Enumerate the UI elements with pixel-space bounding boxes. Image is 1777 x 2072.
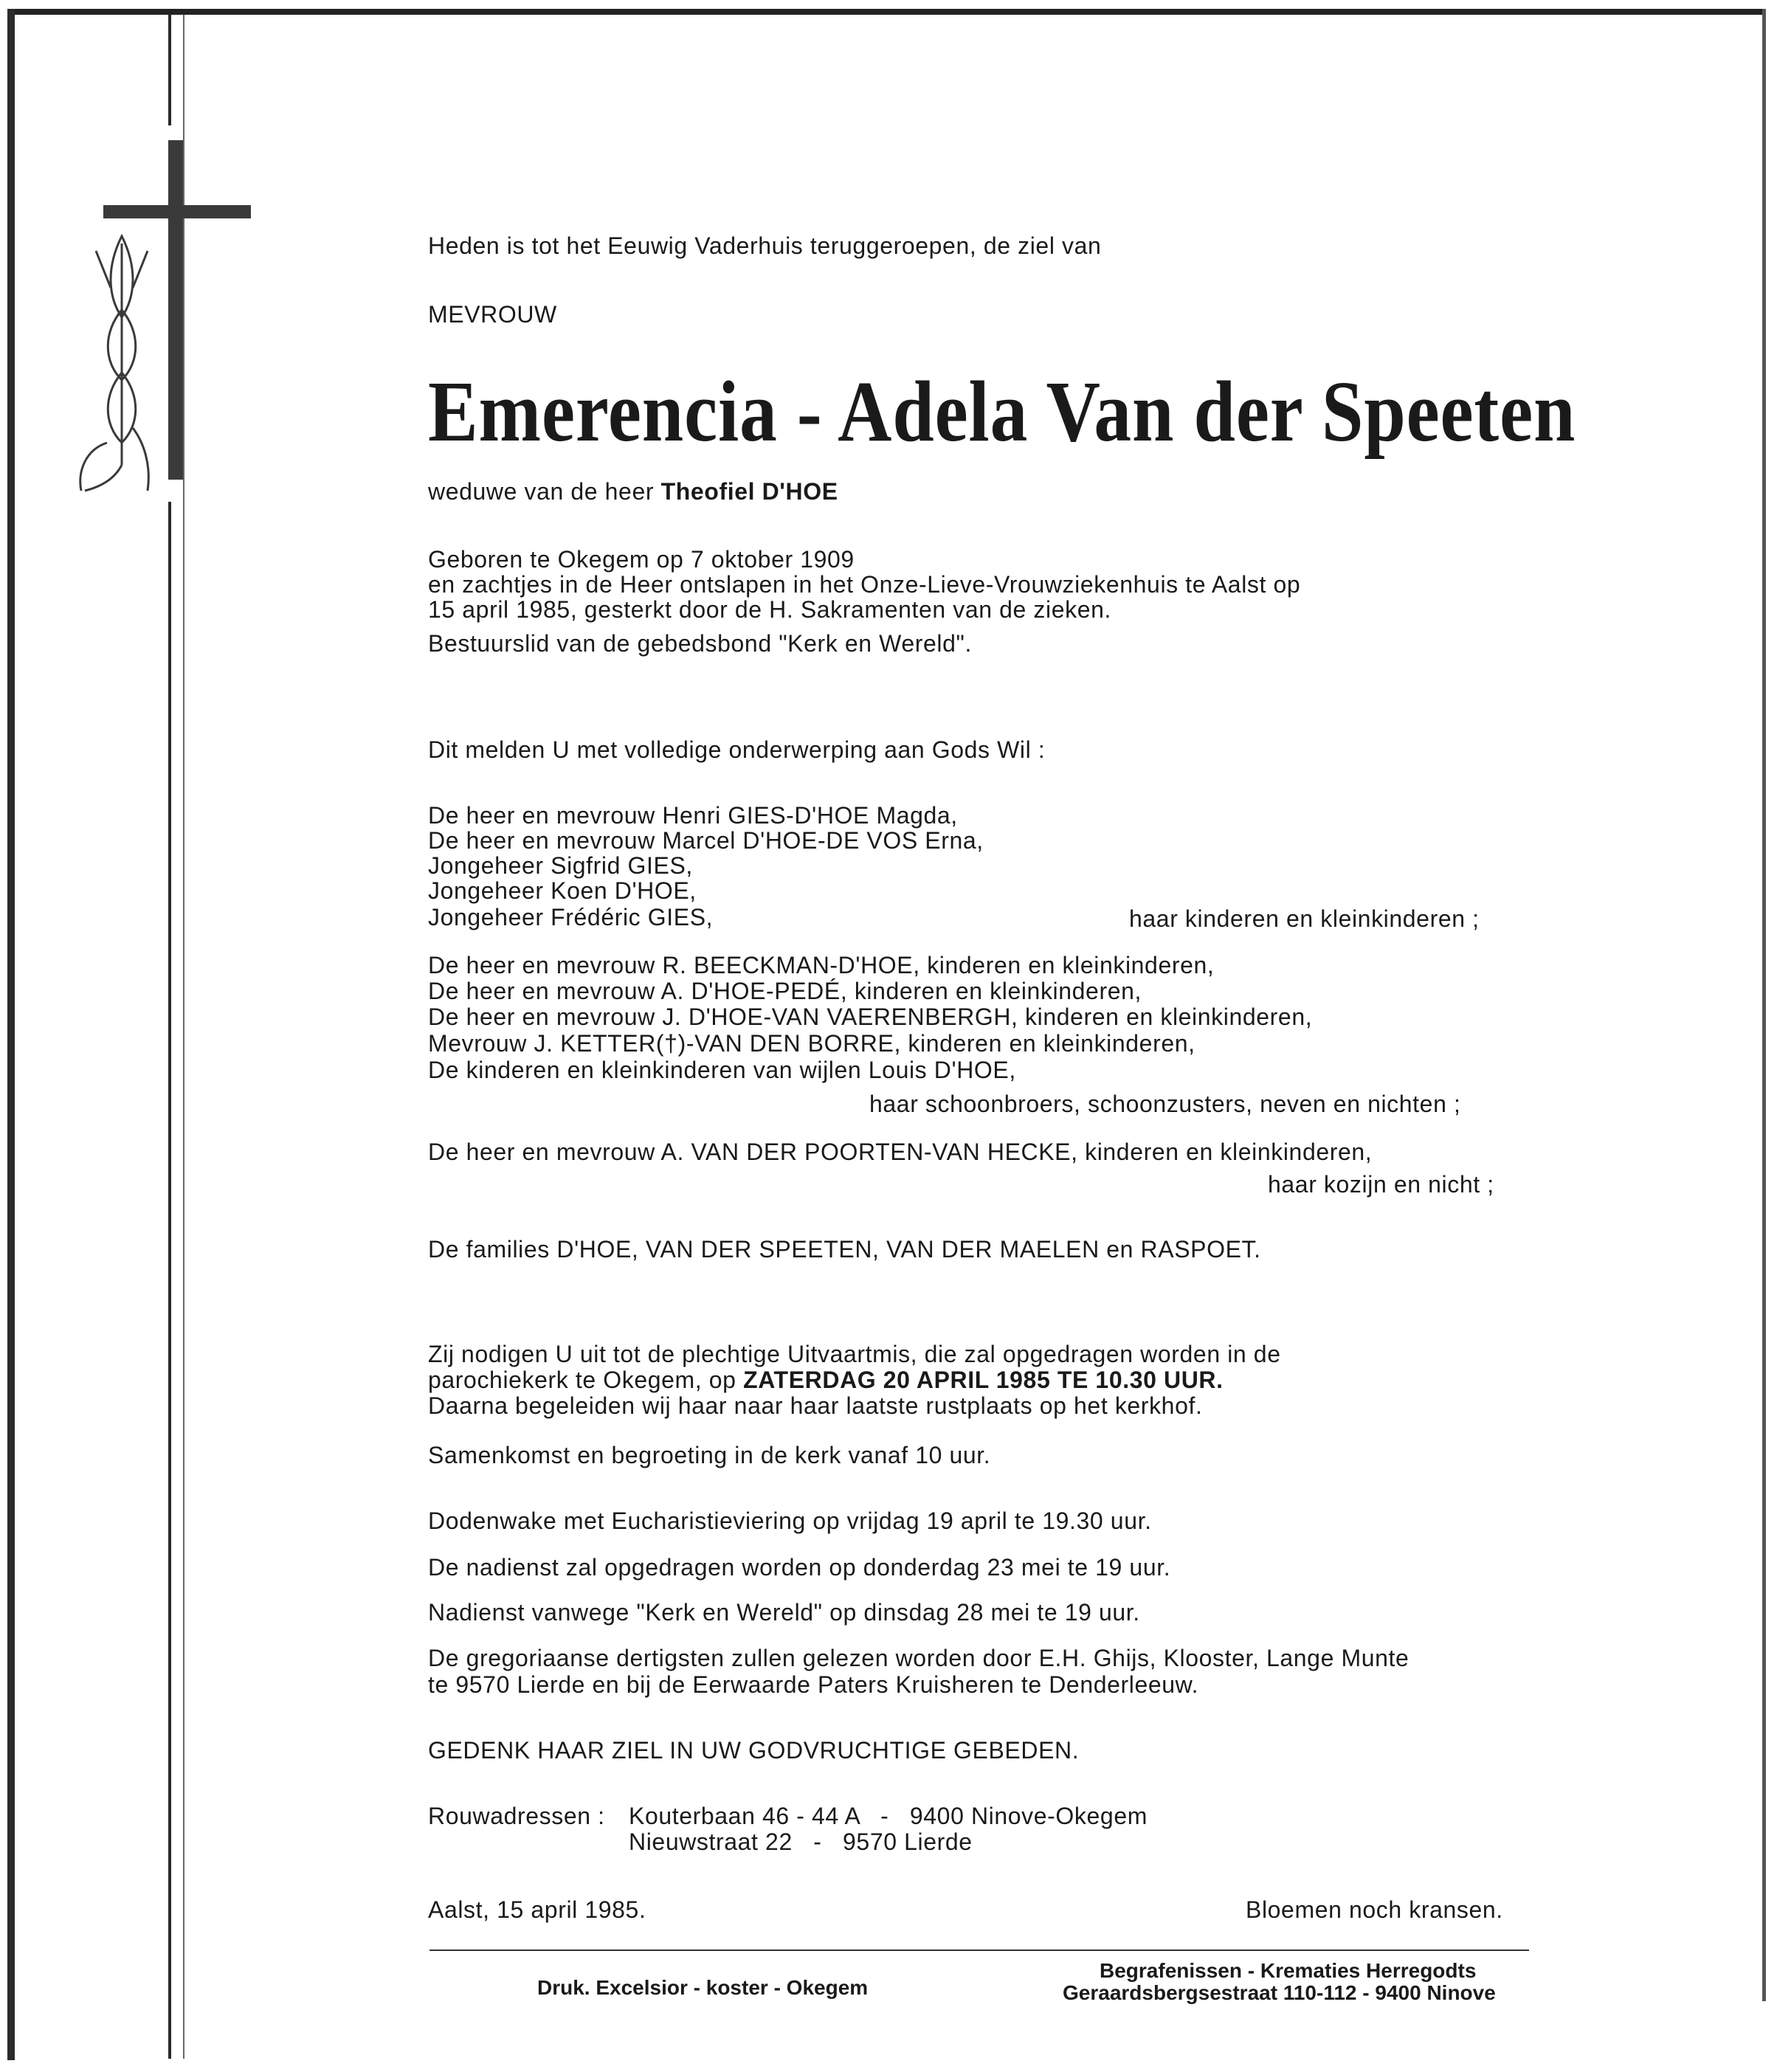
funeral-text: Zij nodigen U uit tot de plechtige Uitvaartmis, die zal opgedragen worden in de <box>428 1341 1281 1367</box>
bio-line: en zachtjes in de Heer ontslapen in het Onze-Lieve-Vrouwziekenhuis te Aalst op <box>428 571 1301 598</box>
address-line: Kouterbaan 46 - 44 A - 9400 Ninove-Okegem <box>629 1803 1148 1829</box>
border-line-upper <box>168 15 171 125</box>
family-member: De heer en mevrouw A. VAN DER POORTEN-VAN HECKE, kinderen en kleinkinderen, <box>428 1139 1373 1165</box>
page-right-edge <box>1762 9 1766 2001</box>
funeral-text: Daarna begeleiden wij haar naar haar laatste rustplaats op het kerkhof. <box>428 1392 1203 1419</box>
funeral-text <box>428 1367 1224 1393</box>
border-line-lower <box>168 502 171 2059</box>
announcement: Dit melden U met volledige onderwerping aan Gods Wil : <box>428 736 1046 763</box>
family-member: De heer en mevrouw Henri GIES-D'HOE Magda, <box>428 802 958 829</box>
family-member: Jongeheer Sigfrid GIES, <box>428 852 693 879</box>
address-line: Nieuwstraat 22 - 9570 Lierde <box>629 1828 973 1855</box>
intro-text: Heden is tot het Eeuwig Vaderhuis teruggeroepen, de ziel van <box>428 232 1102 259</box>
undertaker-address: Geraardsbergsestraat 110-112 - 9400 Ninove <box>1063 1981 1496 2004</box>
honorific: MEVROUW <box>428 301 557 328</box>
page-top-edge <box>9 9 1765 15</box>
widow-prefix: weduwe van de heer <box>428 478 661 505</box>
cousin-role: haar kozijn en nicht ; <box>1268 1171 1494 1198</box>
wheat-icon <box>70 221 173 494</box>
gregorian-text: De gregoriaanse dertigsten zullen gelezen worden door E.H. Ghijs, Klooster, Lange Munte <box>428 1645 1409 1671</box>
families-line: De families D'HOE, VAN DER SPEETEN, VAN DER MAELEN en RASPOET. <box>428 1236 1261 1263</box>
printer-credit: Druk. Excelsior - koster - Okegem <box>537 1976 869 1999</box>
family-member: De heer en mevrouw R. BEECKMAN-D'HOE, kinderen en kleinkinderen, <box>428 952 1215 978</box>
gathering-text: Samenkomst en begroeting in de kerk vanaf 10 uur. <box>428 1442 991 1468</box>
family-member: De heer en mevrouw A. D'HOE-PEDÉ, kinderen en kleinkinderen, <box>428 978 1142 1004</box>
family-member: Mevrouw J. KETTER(†)-VAN DEN BORRE, kinderen en kleinkinderen, <box>428 1030 1195 1057</box>
flowers-note: Bloemen noch kransen. <box>1246 1896 1503 1923</box>
page-left-edge <box>7 9 15 2060</box>
gregorian-text: te 9570 Lierde en bij de Eerwaarde Paters Kruisheren te Denderleeuw. <box>428 1671 1199 1698</box>
bio-line: Bestuurslid van de gebedsbond "Kerk en Wereld". <box>428 630 972 657</box>
funeral-text-prefix: parochiekerk te Okegem, op <box>428 1367 744 1393</box>
family-member: De heer en mevrouw J. D'HOE-VAN VAERENBERGH, kinderen en kleinkinderen, <box>428 1004 1313 1030</box>
place-date: Aalst, 15 april 1985. <box>428 1896 646 1923</box>
widow-name: Theofiel D'HOE <box>660 478 838 505</box>
bio-line: Geboren te Okegem op 7 oktober 1909 <box>428 546 855 573</box>
prayer-text: GEDENK HAAR ZIEL IN UW GODVRUCHTIGE GEBEDEN. <box>428 1737 1080 1764</box>
bio-line: 15 april 1985, gesterkt door de H. Sakramenten van de zieken. <box>428 596 1112 623</box>
service-text: Nadienst vanwege "Kerk en Wereld" op dinsdag 28 mei te 19 uur. <box>428 1599 1140 1626</box>
border-line-thin <box>183 15 184 2059</box>
inlaws-role: haar schoonbroers, schoonzusters, neven en nichten ; <box>869 1091 1461 1117</box>
footer-rule <box>429 1950 1529 1951</box>
service-text: De nadienst zal opgedragen worden op donderdag 23 mei te 19 uur. <box>428 1554 1171 1581</box>
cross-bar <box>103 205 251 218</box>
family-member: Jongeheer Frédéric GIES, <box>428 904 714 930</box>
family-member: De heer en mevrouw Marcel D'HOE-DE VOS Erna, <box>428 827 984 854</box>
deceased-name: Emerencia - Adela Van der Speeten <box>428 363 1576 460</box>
widow-line <box>428 478 838 505</box>
addresses-label: Rouwadressen : <box>428 1803 613 1829</box>
funeral-date: ZATERDAG 20 APRIL 1985 TE 10.30 UUR. <box>743 1367 1224 1393</box>
family-member: Jongeheer Koen D'HOE, <box>428 877 697 904</box>
wake-text: Dodenwake met Eucharistieviering op vrijdag 19 april te 19.30 uur. <box>428 1508 1152 1534</box>
undertaker-name: Begrafenissen - Krematies Herregodts <box>1100 1959 1477 1982</box>
family-member: De kinderen en kleinkinderen van wijlen Louis D'HOE, <box>428 1057 1016 1083</box>
children-role: haar kinderen en kleinkinderen ; <box>1129 905 1480 932</box>
